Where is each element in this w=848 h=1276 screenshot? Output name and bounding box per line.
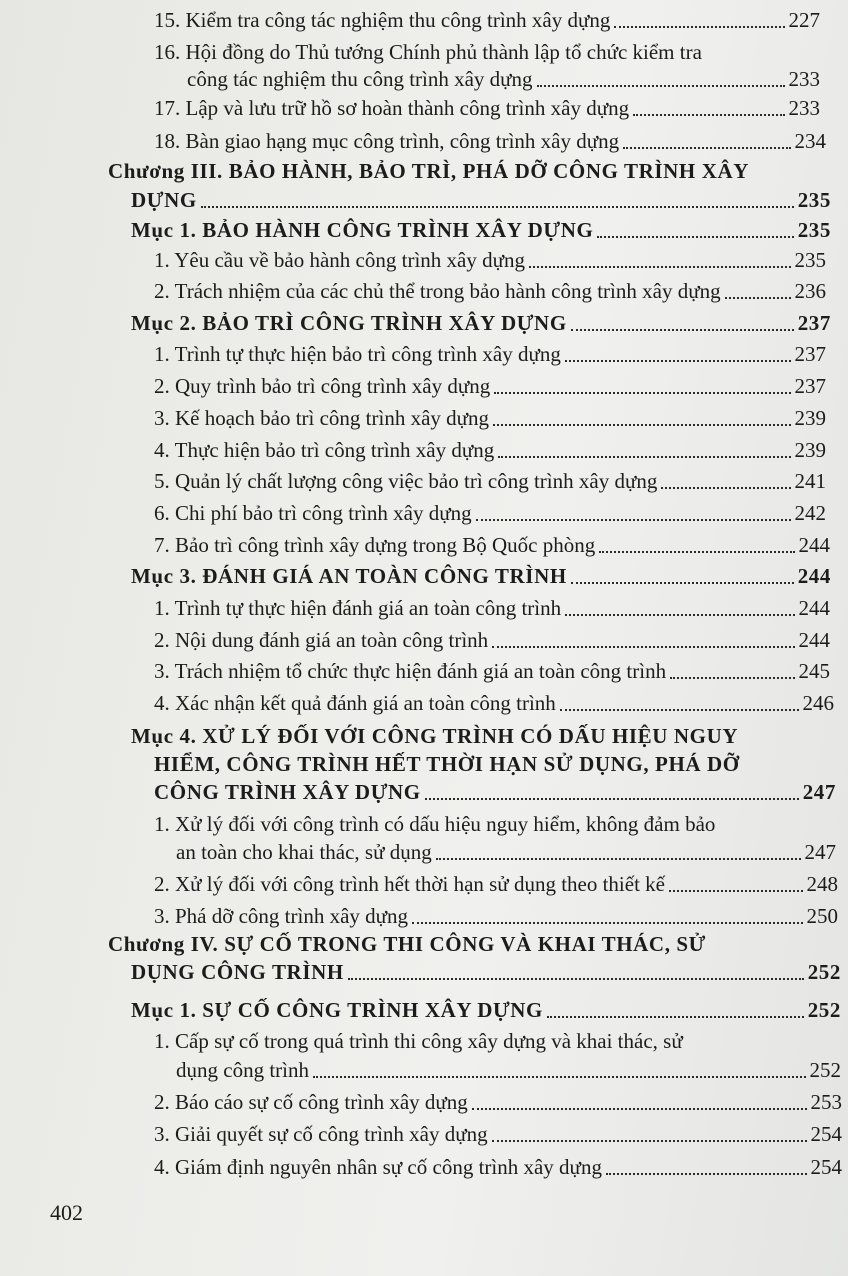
page-number: 402 [50, 1200, 83, 1225]
dot-leader [547, 1016, 804, 1018]
toc-entry [154, 499, 826, 528]
toc-entry [131, 216, 831, 245]
dot-leader [725, 297, 791, 299]
toc-entry-title: 2. Xử lý đối với công trình hết thời hạn sử dụng theo thiết kế [154, 872, 665, 896]
toc-entry-page: 242 [794, 501, 826, 525]
section-heading: Mục 3. ĐÁNH GIÁ AN TOÀN CÔNG TRÌNH [131, 564, 567, 588]
toc-entry-page: 252 [809, 1058, 841, 1082]
dot-leader [565, 614, 794, 616]
section-heading: Mục 2. BẢO TRÌ CÔNG TRÌNH XÂY DỰNG [131, 311, 567, 335]
dot-leader [472, 1108, 807, 1110]
toc-entry [176, 1056, 841, 1085]
toc-entry [154, 404, 826, 433]
toc-entry-title-cont: công tác nghiệm thu công trình xây dựng [187, 67, 533, 91]
section-heading-cont: HIỂM, CÔNG TRÌNH HẾT THỜI HẠN SỬ DỤNG, PHÁ DỠ [154, 752, 740, 776]
toc-entry-page: 244 [798, 533, 830, 557]
toc-entry [154, 657, 830, 686]
dot-leader [493, 424, 790, 426]
toc-entry-page: 237 [794, 374, 826, 398]
dot-leader [633, 114, 784, 116]
toc-entry [154, 127, 826, 156]
dot-leader [498, 456, 790, 458]
toc-entry [176, 838, 836, 867]
toc-entry-page: 244 [797, 564, 831, 588]
dot-leader [201, 206, 794, 208]
dot-leader [425, 798, 799, 800]
toc-entry-page: 227 [788, 8, 820, 32]
toc-entry-title: 15. Kiểm tra công tác nghiệm thu công trình xây dựng [154, 8, 611, 32]
dot-leader [606, 1173, 807, 1175]
dot-leader [565, 360, 791, 362]
dot-leader [599, 551, 794, 553]
toc-entry [131, 309, 831, 338]
dot-leader [348, 978, 804, 980]
toc-entry [154, 6, 820, 35]
toc-entry-page: 244 [798, 628, 830, 652]
toc-entry [154, 340, 826, 369]
toc-entry [154, 531, 830, 560]
section-heading-cont: CÔNG TRÌNH XÂY DỰNG [154, 780, 421, 804]
dot-leader [661, 487, 790, 489]
dot-leader [537, 85, 785, 87]
toc-entry-page: 235 [797, 188, 831, 212]
dot-leader [571, 582, 794, 584]
dot-leader [476, 519, 791, 521]
toc-entry-page: 245 [798, 659, 830, 683]
toc-entry-page: 241 [794, 469, 826, 493]
dot-leader [669, 890, 803, 892]
toc-entry-page: 233 [788, 96, 820, 120]
toc-entry [187, 65, 820, 94]
dot-leader [412, 922, 802, 924]
toc-entry-title: 2. Quy trình bảo trì công trình xây dựng [154, 374, 491, 398]
toc-entry [154, 870, 838, 899]
toc-entry-title: 1. Trình tự thực hiện bảo trì công trình xây dựng [154, 342, 561, 366]
toc-entry-page: 239 [794, 438, 826, 462]
toc-entry-title: 5. Quản lý chất lượng công việc bảo trì công trình xây dựng [154, 469, 658, 493]
toc-entry-title: 1. Xử lý đối với công trình có dấu hiệu nguy hiểm, không đảm bảo [154, 812, 716, 836]
toc-entry-page: 250 [806, 904, 838, 928]
toc-entry [154, 277, 826, 306]
toc-entry-page: 252 [807, 998, 841, 1022]
dot-leader [492, 1140, 807, 1142]
section-heading: Mục 1. BẢO HÀNH CÔNG TRÌNH XÂY DỰNG [131, 218, 594, 242]
toc-entry-title: 4. Xác nhận kết quả đánh giá an toàn công trình [154, 691, 556, 715]
toc-entry [154, 246, 826, 275]
dot-leader [313, 1076, 806, 1078]
toc-entry-page: 254 [810, 1122, 842, 1146]
toc-entry-title: 17. Lập và lưu trữ hồ sơ hoàn thành công trình xây dựng [154, 96, 630, 120]
toc-entry-title: 7. Bảo trì công trình xây dựng trong Bộ Quốc phòng [154, 533, 596, 557]
dot-leader [494, 392, 790, 394]
toc-entry-page: 239 [794, 406, 826, 430]
toc-entry-title: 2. Trách nhiệm của các chủ thể trong bảo hành công trình xây dựng [154, 279, 721, 303]
dot-leader [614, 26, 784, 28]
toc-entry-title: 3. Kế hoạch bảo trì công trình xây dựng [154, 406, 490, 430]
toc-entry-page: 252 [807, 960, 841, 984]
toc-entry [131, 958, 841, 987]
toc-entry [131, 996, 841, 1025]
toc-entry-title: 3. Trách nhiệm tổ chức thực hiện đánh giá an toàn công trình [154, 659, 667, 683]
toc-entry-page: 244 [798, 596, 830, 620]
dot-leader [560, 709, 799, 711]
toc-entry-title: 1. Cấp sự cố trong quá trình thi công xây dựng và khai thác, sử [154, 1029, 683, 1053]
toc-entry-title: 6. Chi phí bảo trì công trình xây dựng [154, 501, 472, 525]
toc-entry-page: 235 [794, 248, 826, 272]
toc-entry [154, 436, 826, 465]
toc-entry-page: 248 [806, 872, 838, 896]
dot-leader [529, 266, 791, 268]
section-heading: Mục 1. SỰ CỐ CÔNG TRÌNH XÂY DỰNG [131, 998, 543, 1022]
toc-entry [154, 778, 836, 807]
dot-leader [571, 329, 794, 331]
toc-entry [154, 1120, 842, 1149]
toc-entry [154, 372, 826, 401]
toc-entry-title: 2. Báo cáo sự cố công trình xây dựng [154, 1090, 468, 1114]
toc-entry [154, 467, 826, 496]
toc-entry-page: 234 [794, 129, 826, 153]
toc-entry [154, 594, 830, 623]
chapter-heading: Chương III. BẢO HÀNH, BẢO TRÌ, PHÁ DỠ CÔNG TRÌNH XÂY [108, 159, 749, 183]
toc-entry-title: 1. Trình tự thực hiện đánh giá an toàn công trình [154, 596, 562, 620]
toc-entry-title: 3. Phá dỡ công trình xây dựng [154, 904, 409, 928]
toc-entry-page: 247 [804, 840, 836, 864]
toc-entry-page: 254 [810, 1155, 842, 1179]
toc-entry-title-cont: an toàn cho khai thác, sử dụng [176, 840, 432, 864]
toc-entry-page: 235 [797, 218, 831, 242]
chapter-heading-cont: DỰNG [131, 188, 197, 212]
toc-entry-page: 236 [794, 279, 826, 303]
toc-entry-title: 3. Giải quyết sự cố công trình xây dựng [154, 1122, 488, 1146]
chapter-heading: Chương IV. SỰ CỐ TRONG THI CÔNG VÀ KHAI THÁC, SỬ [108, 932, 706, 956]
section-heading: Mục 4. XỬ LÝ ĐỐI VỚI CÔNG TRÌNH CÓ DẤU HIỆU NGUY [131, 724, 739, 748]
toc-entry [154, 626, 830, 655]
toc-entry-page: 246 [802, 691, 834, 715]
toc-entry [154, 1088, 842, 1117]
toc-entry [131, 186, 831, 215]
dot-leader [492, 646, 794, 648]
toc-entry-page: 237 [797, 311, 831, 335]
toc-entry-title: 18. Bàn giao hạng mục công trình, công trình xây dựng [154, 129, 620, 153]
toc-entry-page: 247 [802, 780, 836, 804]
toc-entry [154, 689, 834, 718]
toc-entry [154, 94, 820, 123]
chapter-heading-cont: DỤNG CÔNG TRÌNH [131, 960, 344, 984]
toc-entry-page: 253 [810, 1090, 842, 1114]
dot-leader [436, 858, 801, 860]
dot-leader [623, 147, 790, 149]
toc-entry-title: 2. Nội dung đánh giá an toàn công trình [154, 628, 489, 652]
toc-entry-page: 233 [788, 67, 820, 91]
toc-entry-title: 4. Thực hiện bảo trì công trình xây dựng [154, 438, 495, 462]
dot-leader [670, 677, 794, 679]
toc-entry [131, 562, 831, 591]
toc-entry-title: 4. Giám định nguyên nhân sự cố công trình xây dựng [154, 1155, 602, 1179]
toc-entry-title-cont: dụng công trình [176, 1058, 309, 1082]
toc-entry-title: 16. Hội đồng do Thủ tướng Chính phủ thành lập tổ chức kiểm tra [154, 40, 702, 64]
toc-entry [154, 1153, 842, 1182]
toc-entry [154, 902, 838, 931]
toc-entry-page: 237 [794, 342, 826, 366]
dot-leader [597, 236, 793, 238]
toc-entry-title: 1. Yêu cầu về bảo hành công trình xây dựng [154, 248, 525, 272]
